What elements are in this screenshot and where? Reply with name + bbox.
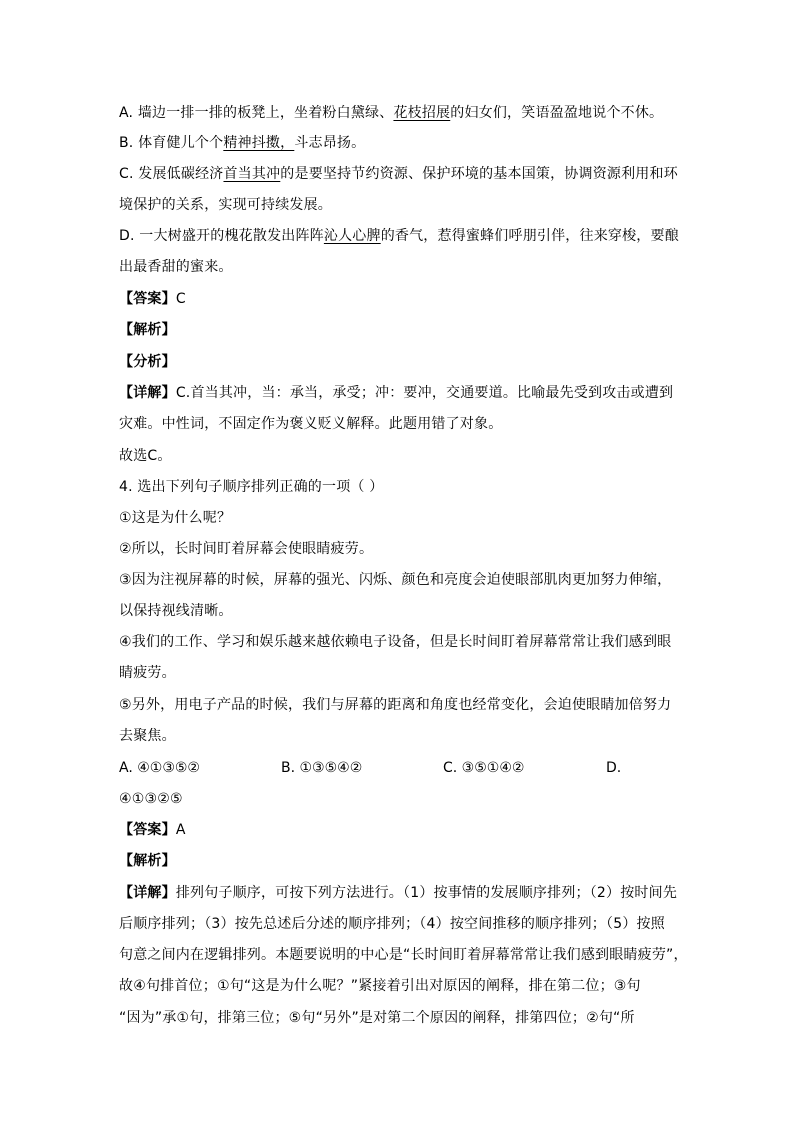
q3-detail-line1 <box>119 384 673 402</box>
option-d-prefix: D. 一大树盛开的槐花散发出阵阵 <box>119 228 324 244</box>
q4-detail-line1 <box>119 884 677 902</box>
q4-sentence-5-line2: 去聚焦。 <box>119 728 176 744</box>
q3-answer <box>119 290 186 308</box>
option-b-suffix: 斗志昂扬。 <box>294 135 366 151</box>
option-a-suffix: 的妇女们，笑语盈盈地说个不休。 <box>450 105 664 121</box>
option-c-term: 首当其冲 <box>223 166 281 182</box>
option-c-suffix: 的是要坚持节约资源、保护环境的基本国策，协调资源利用和环 <box>280 166 678 182</box>
q4-sentence-3-line2: 以保持视线清晰。 <box>119 603 233 619</box>
q4-detail-label: 【详解】 <box>119 885 176 901</box>
option-b-prefix: B. 体育健儿个个 <box>119 135 224 151</box>
option-c <box>119 165 678 183</box>
q4-answer-label: 【答案】 <box>119 822 176 838</box>
option-a-prefix: A. 墙边一排一排的板凳上，坐着粉白黛绿、 <box>119 105 394 121</box>
option-c-line2: 境保护的关系，实现可持续发展。 <box>119 197 332 213</box>
q4-sentence-3-line1: ③因为注视屏幕的时候，屏幕的强光、闪烁、颜色和亮度会迫使眼部肌肉更加努力伸缩， <box>119 572 672 588</box>
q4-detail-text1: 排列句子顺序，可按下列方法进行。（1）按事情的发展顺序排列；（2）按时间先 <box>175 885 678 901</box>
option-d-suffix: 的香气，惹得蜜蜂们呼朋引伴，往来穿梭，要酿 <box>380 228 679 244</box>
q4-detail-line3: 句意之间内在逻辑排列。本题要说明的中心是“长时间盯着屏幕常常让我们感到眼睛疲劳”， <box>119 947 688 963</box>
option-d <box>119 227 679 245</box>
q4-detail-line2: 后顺序排列；（3）按先总述后分述的顺序排列；（4）按空间推移的顺序排列；（5）按照 <box>119 916 665 932</box>
q3-answer-label: 【答案】 <box>119 291 176 307</box>
option-a <box>119 104 663 122</box>
q3-jiexi-heading: 【解析】 <box>119 322 176 338</box>
q4-jiexi-heading: 【解析】 <box>119 853 176 869</box>
q4-option-c: C. ③⑤①④② <box>443 760 525 776</box>
q3-detail-line3: 故选C。 <box>119 448 172 464</box>
q4-detail-line5: “因为”承①句，排第三位；⑤句“另外”是对第二个原因的阐释，排第四位；②句“所 <box>119 1010 635 1026</box>
q4-stem: 4. 选出下列句子顺序排列正确的一项（ ） <box>119 479 384 495</box>
q3-answer-value: C <box>175 291 186 307</box>
option-b-term: 精神抖擞， <box>223 135 295 151</box>
q4-option-d: D. <box>606 760 622 776</box>
q4-option-a: A. ④①③⑤② <box>119 760 200 776</box>
q4-answer <box>119 821 186 839</box>
q3-detail-line2: 灾难。中性词，不固定作为褒义贬义解释。此题用错了对象。 <box>119 416 503 432</box>
option-a-term: 花枝招展 <box>393 105 451 121</box>
q4-sentence-2: ②所以，长时间盯着屏幕会使眼睛疲劳。 <box>119 541 374 557</box>
q4-sentence-4-line2: 睛疲劳。 <box>119 665 176 681</box>
q3-fenxi-heading: 【分析】 <box>119 354 176 370</box>
option-d-term: 沁人心脾 <box>323 228 381 244</box>
option-c-prefix: C. 发展低碳经济 <box>119 166 224 182</box>
q4-option-d-value: ④①③②⑤ <box>119 791 183 807</box>
option-d-line2: 出最香甜的蜜来。 <box>119 259 233 275</box>
option-b <box>119 134 365 152</box>
q4-detail-line4: 故④句排首位；①句“这是为什么呢？”紧接着引出对原因的阐释，排在第二位；③句 <box>119 978 641 994</box>
q4-sentence-5-line1: ⑤另外，用电子产品的时候，我们与屏幕的距离和角度也经常变化，会迫使眼睛加倍努力 <box>119 697 672 713</box>
q4-sentence-4-line1: ④我们的工作、学习和娱乐越来越依赖电子设备，但是长时间盯着屏幕常常让我们感到眼 <box>119 634 672 650</box>
q3-detail-text1: C.首当其冲，当：承当，承受；冲：要冲，交通要道。比喻最先受到攻击或遭到 <box>175 385 674 401</box>
q4-sentence-1: ①这是为什么呢？ <box>119 510 232 526</box>
q3-detail-label: 【详解】 <box>119 385 176 401</box>
q4-option-b: B. ①③⑤④② <box>281 760 363 776</box>
q4-answer-value: A <box>175 822 186 838</box>
